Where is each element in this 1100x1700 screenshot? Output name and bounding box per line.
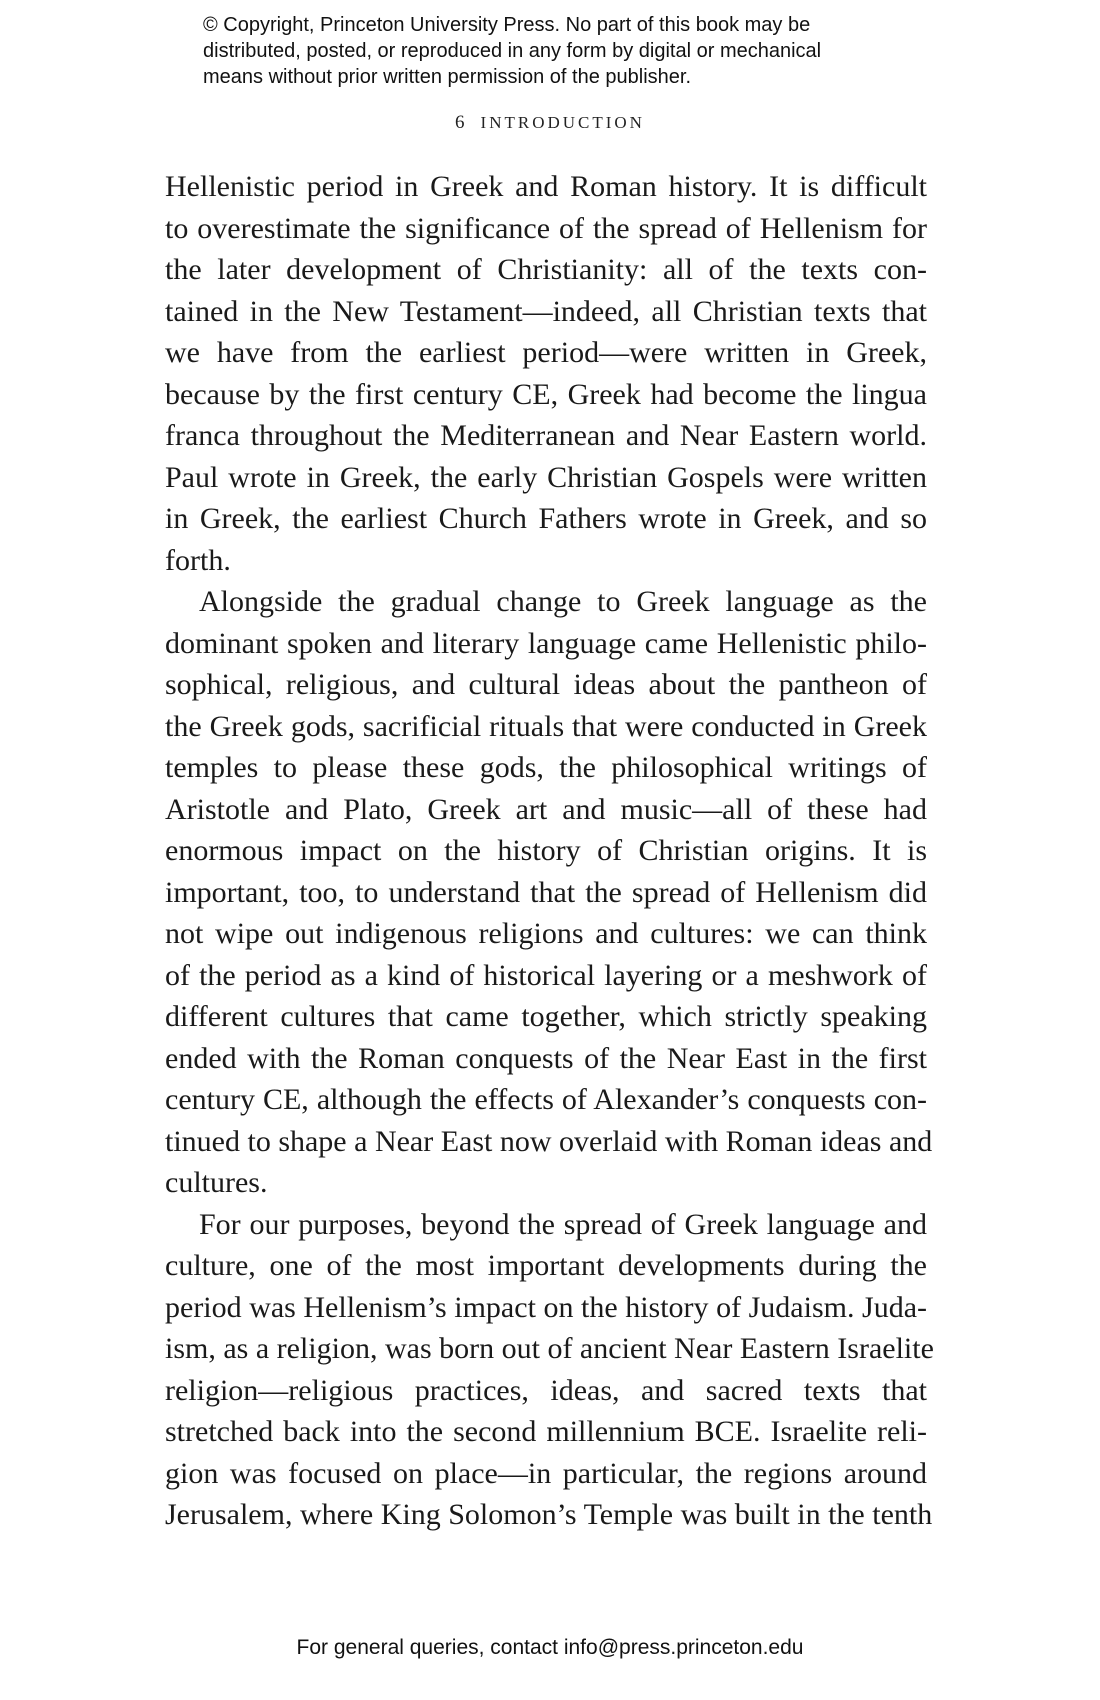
text-line: tained in the New Testament—indeed, all Christian texts that bbox=[165, 294, 927, 328]
text-line: forth. bbox=[165, 543, 231, 577]
text-line: of the period as a kind of historical layering or a meshwork of bbox=[165, 958, 927, 992]
copyright-line: means without prior written permission of the publisher. bbox=[203, 66, 692, 88]
text-line: culture, one of the most important developments during the bbox=[165, 1249, 927, 1282]
page-number: 6 bbox=[455, 112, 465, 133]
copyright-line: distributed, posted, or reproduced in any form by digital or mechanical bbox=[203, 40, 822, 62]
text-line: sophical, religious, and cultural ideas about the pantheon of bbox=[165, 668, 927, 701]
text-line: the later development of Christianity: all of the texts con- bbox=[165, 253, 927, 286]
text-line: different cultures that came together, which strictly speaking bbox=[165, 1000, 927, 1033]
text-line: ended with the Roman conquests of the Near East in the first bbox=[165, 1041, 927, 1075]
text-line: important, too, to understand that the spread of Hellenism did bbox=[165, 875, 927, 909]
text-line: franca throughout the Mediterranean and Near Eastern world. bbox=[165, 419, 927, 452]
text-line: temples to please these gods, the philosophical writings of bbox=[165, 751, 927, 784]
text-line: religion—religious practices, ideas, and sacred texts that bbox=[165, 1373, 927, 1407]
text-line: in Greek, the earliest Church Fathers wrote in Greek, and so bbox=[165, 502, 927, 535]
text-line: Hellenistic period in Greek and Roman history. It is difficult bbox=[165, 170, 927, 203]
body-text bbox=[165, 166, 934, 1536]
text-line: tinued to shape a Near East now overlaid with Roman ideas and bbox=[165, 1124, 933, 1158]
paragraph-first-line: Alongside the gradual change to Greek language as the bbox=[199, 585, 927, 618]
text-line: period was Hellenism’s impact on the history of Judaism. Juda- bbox=[165, 1290, 927, 1324]
text-line: ism, as a religion, was born out of ancient Near Eastern Israelite bbox=[165, 1332, 934, 1365]
text-line: Jerusalem, where King Solomon’s Temple was built in the tenth bbox=[165, 1498, 933, 1531]
text-line: century CE, although the effects of Alexander’s conquests con- bbox=[165, 1083, 927, 1116]
text-line: enormous impact on the history of Christian origins. It is bbox=[165, 834, 927, 867]
text-line: because by the first century CE, Greek had become the lingua bbox=[165, 377, 927, 411]
text-line: cultures. bbox=[165, 1166, 268, 1199]
text-line: gion was focused on place—in particular, the regions around bbox=[165, 1456, 927, 1490]
footer-contact: For general queries, contact info@press.princeton.edu bbox=[296, 1636, 804, 1659]
text-line: stretched back into the second millennium BCE. Israelite reli- bbox=[165, 1415, 927, 1448]
copyright-notice bbox=[203, 12, 923, 90]
running-head bbox=[0, 112, 1100, 134]
text-line: Aristotle and Plato, Greek art and music—all of these had bbox=[165, 792, 927, 826]
text-line: dominant spoken and literary language came Hellenistic philo- bbox=[165, 626, 927, 660]
section-title: INTRODUCTION bbox=[480, 113, 645, 132]
text-line: to overestimate the significance of the spread of Hellenism for bbox=[165, 211, 927, 245]
text-line: not wipe out indigenous religions and cultures: we can think bbox=[165, 917, 927, 950]
text-line: we have from the earliest period—were written in Greek, bbox=[165, 336, 927, 369]
text-line: the Greek gods, sacrificial rituals that were conducted in Greek bbox=[165, 709, 927, 743]
text-line: Paul wrote in Greek, the early Christian Gospels were written bbox=[165, 460, 927, 494]
copyright-line: © Copyright, Princeton University Press. No part of this book may be bbox=[203, 14, 811, 36]
paragraph-first-line: For our purposes, beyond the spread of Greek language and bbox=[199, 1207, 927, 1241]
